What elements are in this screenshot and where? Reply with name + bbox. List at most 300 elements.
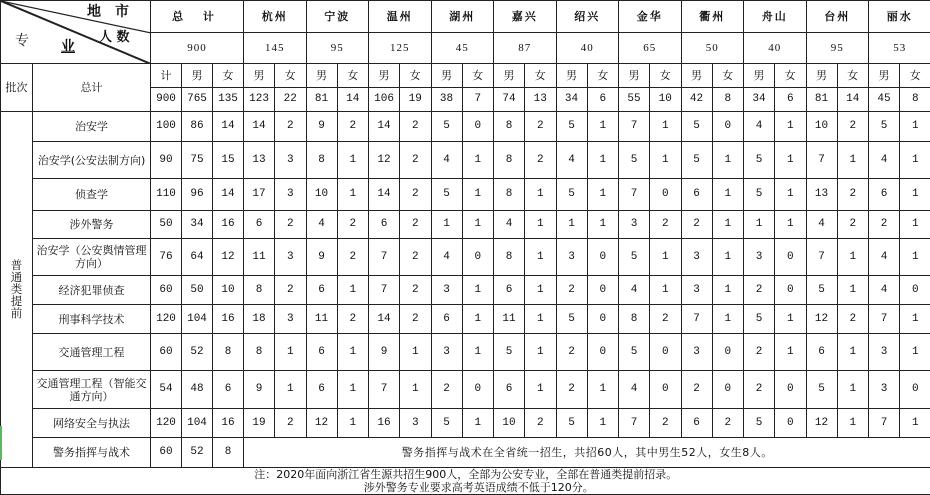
city-male-count: 7 xyxy=(869,409,900,438)
overall-header: 总计 xyxy=(33,64,151,112)
city-female-count: 1 xyxy=(900,409,930,438)
city-male-count: 13 xyxy=(806,179,837,211)
city-female-count: 1 xyxy=(712,239,744,276)
city-male-count: 5 xyxy=(806,371,837,409)
major-name: 治安学 xyxy=(33,112,151,142)
city-male-count: 5 xyxy=(744,305,775,334)
city-male-count: 3 xyxy=(556,239,587,276)
overall-total: 900 xyxy=(151,88,182,112)
city-female-count: 0 xyxy=(712,371,744,409)
city-female-count: 1 xyxy=(337,179,369,211)
city-male-count: 4 xyxy=(494,211,525,239)
city-male-count: 7 xyxy=(806,142,837,179)
major-male: 96 xyxy=(182,179,213,211)
city-header: 丽水 xyxy=(869,1,930,33)
city-male-count: 4 xyxy=(869,276,900,305)
city-female-count: 2 xyxy=(525,142,557,179)
city-female-count: 1 xyxy=(275,371,307,409)
city-female-count: 8 xyxy=(900,88,930,112)
city-female-count: 0 xyxy=(587,305,619,334)
city-female-count: 3 xyxy=(275,305,307,334)
major-female: 8 xyxy=(213,334,244,371)
city-male-count: 3 xyxy=(619,211,650,239)
table-row xyxy=(1,142,930,179)
city-female-count: 1 xyxy=(525,239,557,276)
city-male-count: 8 xyxy=(244,276,275,305)
city-female-count: 0 xyxy=(775,239,807,276)
city-male-count: 2 xyxy=(556,371,587,409)
city-female-count: 1 xyxy=(712,179,744,211)
major-female: 8 xyxy=(213,438,244,468)
city-female-count: 7 xyxy=(462,88,494,112)
city-male-count: 8 xyxy=(494,112,525,142)
city-male-count: 12 xyxy=(806,305,837,334)
region-label: 地 市 xyxy=(87,4,129,20)
city-header: 绍兴 xyxy=(556,1,619,33)
city-male-count: 3 xyxy=(744,239,775,276)
city-male-count: 6 xyxy=(369,211,400,239)
city-male-count: 5 xyxy=(431,179,462,211)
city-female-count: 1 xyxy=(775,112,807,142)
major-name: 侦查学 xyxy=(33,179,151,211)
city-female-count: 1 xyxy=(900,334,930,371)
city-male-count: 106 xyxy=(369,88,400,112)
city-male-count: 11 xyxy=(306,305,337,334)
city-female-count: 2 xyxy=(400,211,432,239)
city-female-count: 2 xyxy=(337,112,369,142)
city-male-count: 10 xyxy=(806,112,837,142)
female-header: 女 xyxy=(900,64,930,88)
city-male-count: 18 xyxy=(244,305,275,334)
major-total: 60 xyxy=(151,276,182,305)
table-row xyxy=(1,371,930,409)
grand-total: 900 xyxy=(151,33,244,64)
female-header: 女 xyxy=(462,64,494,88)
city-female-count: 1 xyxy=(775,334,807,371)
city-female-count: 0 xyxy=(775,371,807,409)
city-female-count: 1 xyxy=(587,179,619,211)
count-label: 人 数 xyxy=(99,30,130,45)
overall-female: 135 xyxy=(213,88,244,112)
city-male-count: 10 xyxy=(306,179,337,211)
female-header: 女 xyxy=(837,64,869,88)
city-male-count: 6 xyxy=(244,211,275,239)
city-male-count: 3 xyxy=(431,276,462,305)
city-male-count: 8 xyxy=(494,142,525,179)
city-male-count: 4 xyxy=(869,142,900,179)
city-male-count: 2 xyxy=(556,334,587,371)
city-female-count: 1 xyxy=(525,334,557,371)
city-female-count: 1 xyxy=(587,371,619,409)
city-male-count: 4 xyxy=(431,239,462,276)
city-male-count: 34 xyxy=(744,88,775,112)
city-male-count: 6 xyxy=(431,305,462,334)
city-male-count: 123 xyxy=(244,88,275,112)
major-name: 刑事科学技术 xyxy=(33,305,151,334)
city-female-count: 1 xyxy=(587,112,619,142)
major-total: 120 xyxy=(151,409,182,438)
city-female-count: 13 xyxy=(525,88,557,112)
city-male-count: 81 xyxy=(306,88,337,112)
major-female: 16 xyxy=(213,305,244,334)
city-female-count: 1 xyxy=(587,409,619,438)
city-male-count: 11 xyxy=(494,305,525,334)
city-male-count: 45 xyxy=(869,88,900,112)
city-female-count: 0 xyxy=(587,276,619,305)
male-header: 男 xyxy=(806,64,837,88)
city-male-count: 7 xyxy=(619,179,650,211)
city-male-count: 2 xyxy=(744,276,775,305)
city-header: 衢州 xyxy=(681,1,744,33)
female-header: 女 xyxy=(213,64,244,88)
city-female-count: 1 xyxy=(775,211,807,239)
major-total: 50 xyxy=(151,211,182,239)
city-female-count: 1 xyxy=(525,179,557,211)
male-header: 男 xyxy=(744,64,775,88)
city-male-count: 8 xyxy=(494,179,525,211)
city-female-count: 1 xyxy=(587,142,619,179)
city-male-count: 3 xyxy=(431,334,462,371)
city-female-count: 2 xyxy=(400,305,432,334)
table-row xyxy=(1,179,930,211)
male-header: 男 xyxy=(869,64,900,88)
city-male-count: 5 xyxy=(556,112,587,142)
city-male-count: 5 xyxy=(431,409,462,438)
city-male-count: 5 xyxy=(744,142,775,179)
city-male-count: 8 xyxy=(306,142,337,179)
city-male-count: 3 xyxy=(869,334,900,371)
city-male-count: 10 xyxy=(494,409,525,438)
city-female-count: 1 xyxy=(587,211,619,239)
major-male: 86 xyxy=(182,112,213,142)
major-male: 64 xyxy=(182,239,213,276)
city-female-count: 2 xyxy=(837,211,869,239)
city-male-count: 14 xyxy=(244,112,275,142)
city-female-count: 14 xyxy=(337,88,369,112)
city-male-count: 5 xyxy=(556,179,587,211)
city-female-count: 6 xyxy=(775,88,807,112)
city-male-count: 6 xyxy=(681,179,712,211)
city-male-count: 8 xyxy=(619,305,650,334)
city-male-count: 9 xyxy=(306,239,337,276)
city-male-count: 9 xyxy=(369,334,400,371)
major-male: 34 xyxy=(182,211,213,239)
city-male-count: 9 xyxy=(306,112,337,142)
city-male-count: 2 xyxy=(869,211,900,239)
city-female-count: 14 xyxy=(837,88,869,112)
major-total: 54 xyxy=(151,371,182,409)
city-male-count: 8 xyxy=(244,334,275,371)
city-male-count: 8 xyxy=(494,239,525,276)
city-male-count: 7 xyxy=(619,112,650,142)
city-female-count: 6 xyxy=(587,88,619,112)
city-male-count: 17 xyxy=(244,179,275,211)
city-female-count: 1 xyxy=(837,371,869,409)
city-female-count: 1 xyxy=(400,334,432,371)
city-female-count: 2 xyxy=(337,239,369,276)
city-female-count: 1 xyxy=(775,142,807,179)
city-male-count: 42 xyxy=(681,88,712,112)
major-male: 75 xyxy=(182,142,213,179)
city-male-count: 3 xyxy=(681,239,712,276)
header-row-cities xyxy=(1,1,930,33)
city-male-count: 5 xyxy=(619,142,650,179)
city-male-count: 7 xyxy=(869,305,900,334)
city-header: 温州 xyxy=(369,1,432,33)
city-male-count: 5 xyxy=(681,112,712,142)
city-male-count: 1 xyxy=(556,211,587,239)
major-male: 104 xyxy=(182,409,213,438)
major-name: 网络安全与执法 xyxy=(33,409,151,438)
major-total: 100 xyxy=(151,112,182,142)
city-female-count: 1 xyxy=(462,305,494,334)
city-female-count: 2 xyxy=(525,409,557,438)
city-male-count: 74 xyxy=(494,88,525,112)
city-male-count: 34 xyxy=(556,88,587,112)
city-male-count: 4 xyxy=(306,211,337,239)
city-female-count: 1 xyxy=(837,334,869,371)
city-female-count: 3 xyxy=(275,239,307,276)
major-name: 交通管理工程 xyxy=(33,334,151,371)
city-female-count: 1 xyxy=(650,142,682,179)
city-female-count: 1 xyxy=(712,305,744,334)
city-male-count: 19 xyxy=(244,409,275,438)
city-female-count: 1 xyxy=(462,179,494,211)
city-male-count: 14 xyxy=(369,305,400,334)
note-line-2: 涉外警务专业要求高考英语成绩不低于120分。 xyxy=(363,481,594,494)
city-male-count: 5 xyxy=(494,334,525,371)
major-female: 6 xyxy=(213,371,244,409)
city-female-count: 0 xyxy=(712,112,744,142)
major-label-part2: 业 xyxy=(61,39,75,55)
major-name: 经济犯罪侦查 xyxy=(33,276,151,305)
city-female-count: 1 xyxy=(275,334,307,371)
city-total: 95 xyxy=(306,33,369,64)
city-male-count: 7 xyxy=(369,371,400,409)
city-male-count: 5 xyxy=(869,112,900,142)
city-female-count: 1 xyxy=(775,179,807,211)
female-header: 女 xyxy=(400,64,432,88)
city-female-count: 0 xyxy=(462,239,494,276)
city-female-count: 1 xyxy=(337,334,369,371)
major-name: 治安学（公安舆情管理方向） xyxy=(33,239,151,276)
major-male: 48 xyxy=(182,371,213,409)
city-female-count: 1 xyxy=(337,142,369,179)
city-male-count: 12 xyxy=(369,142,400,179)
city-male-count: 6 xyxy=(494,276,525,305)
corner-diagonal-header xyxy=(1,1,151,64)
city-female-count: 2 xyxy=(400,142,432,179)
city-male-count: 5 xyxy=(431,112,462,142)
city-male-count: 55 xyxy=(619,88,650,112)
city-female-count: 1 xyxy=(900,179,930,211)
city-female-count: 1 xyxy=(712,211,744,239)
total-header: 总 计 xyxy=(151,1,244,33)
city-male-count: 5 xyxy=(556,409,587,438)
city-female-count: 2 xyxy=(337,211,369,239)
male-header: 男 xyxy=(619,64,650,88)
city-total: 145 xyxy=(244,33,307,64)
city-male-count: 6 xyxy=(869,179,900,211)
city-female-count: 0 xyxy=(900,276,930,305)
city-male-count: 2 xyxy=(556,276,587,305)
city-female-count: 1 xyxy=(462,142,494,179)
female-header: 女 xyxy=(775,64,807,88)
city-female-count: 1 xyxy=(900,112,930,142)
city-header: 舟山 xyxy=(744,1,807,33)
male-header: 男 xyxy=(494,64,525,88)
city-female-count: 1 xyxy=(837,239,869,276)
batch-name: 普通类提前 xyxy=(10,258,23,320)
city-male-count: 5 xyxy=(681,142,712,179)
city-male-count: 4 xyxy=(619,371,650,409)
city-female-count: 1 xyxy=(462,276,494,305)
city-female-count: 0 xyxy=(775,409,807,438)
city-male-count: 5 xyxy=(744,179,775,211)
female-header: 女 xyxy=(650,64,682,88)
city-total: 65 xyxy=(619,33,682,64)
header-row-gender xyxy=(1,64,930,88)
city-header: 台州 xyxy=(806,1,869,33)
city-male-count: 16 xyxy=(369,409,400,438)
table-row xyxy=(1,112,930,142)
city-female-count: 10 xyxy=(650,88,682,112)
city-female-count: 2 xyxy=(400,276,432,305)
city-female-count: 8 xyxy=(712,88,744,112)
city-female-count: 2 xyxy=(275,211,307,239)
special-row-note: 警务指挥与战术在全省统一招生，共招60人，其中男生52人，女生8人。 xyxy=(244,438,930,468)
major-label-part1: 专 xyxy=(15,33,29,49)
city-female-count: 1 xyxy=(837,276,869,305)
city-male-count: 14 xyxy=(369,112,400,142)
city-male-count: 4 xyxy=(744,112,775,142)
city-female-count: 19 xyxy=(400,88,432,112)
male-header: 男 xyxy=(182,64,213,88)
major-total: 110 xyxy=(151,179,182,211)
city-header: 嘉兴 xyxy=(494,1,557,33)
table-row xyxy=(1,239,930,276)
major-female: 14 xyxy=(213,112,244,142)
city-female-count: 0 xyxy=(650,334,682,371)
city-male-count: 1 xyxy=(431,211,462,239)
city-female-count: 1 xyxy=(900,211,930,239)
batch-cell xyxy=(1,112,33,468)
city-male-count: 1 xyxy=(744,211,775,239)
city-female-count: 1 xyxy=(525,211,557,239)
city-female-count: 3 xyxy=(400,409,432,438)
city-male-count: 6 xyxy=(494,371,525,409)
city-female-count: 2 xyxy=(650,305,682,334)
city-male-count: 7 xyxy=(619,409,650,438)
city-male-count: 7 xyxy=(369,276,400,305)
city-male-count: 2 xyxy=(681,211,712,239)
city-female-count: 2 xyxy=(400,239,432,276)
city-female-count: 0 xyxy=(587,239,619,276)
city-male-count: 12 xyxy=(306,409,337,438)
table-row xyxy=(1,409,930,438)
major-female: 16 xyxy=(213,211,244,239)
major-total: 60 xyxy=(151,334,182,371)
city-female-count: 1 xyxy=(775,305,807,334)
city-header: 杭州 xyxy=(244,1,307,33)
table-row xyxy=(1,211,930,239)
city-total: 53 xyxy=(869,33,930,64)
city-female-count: 2 xyxy=(275,112,307,142)
city-female-count: 2 xyxy=(837,179,869,211)
city-total: 95 xyxy=(806,33,869,64)
city-female-count: 1 xyxy=(712,142,744,179)
city-male-count: 2 xyxy=(744,371,775,409)
city-male-count: 4 xyxy=(619,276,650,305)
city-female-count: 2 xyxy=(400,112,432,142)
city-male-count: 4 xyxy=(431,142,462,179)
female-header: 女 xyxy=(712,64,744,88)
city-female-count: 0 xyxy=(775,276,807,305)
table-row xyxy=(1,334,930,371)
selection-marker xyxy=(0,426,2,460)
city-female-count: 1 xyxy=(337,409,369,438)
city-male-count: 9 xyxy=(244,371,275,409)
city-female-count: 3 xyxy=(275,142,307,179)
city-male-count: 11 xyxy=(244,239,275,276)
city-female-count: 2 xyxy=(837,112,869,142)
female-header: 女 xyxy=(525,64,557,88)
major-female: 14 xyxy=(213,179,244,211)
city-total: 87 xyxy=(494,33,557,64)
city-total: 125 xyxy=(369,33,432,64)
city-female-count: 1 xyxy=(900,239,930,276)
city-male-count: 7 xyxy=(369,239,400,276)
city-female-count: 22 xyxy=(275,88,307,112)
city-female-count: 1 xyxy=(400,371,432,409)
female-header: 女 xyxy=(275,64,307,88)
city-female-count: 1 xyxy=(837,409,869,438)
city-female-count: 2 xyxy=(337,305,369,334)
city-header: 宁波 xyxy=(306,1,369,33)
city-male-count: 5 xyxy=(744,409,775,438)
city-male-count: 5 xyxy=(556,305,587,334)
city-male-count: 5 xyxy=(619,334,650,371)
male-header: 男 xyxy=(431,64,462,88)
city-female-count: 2 xyxy=(712,409,744,438)
male-header: 男 xyxy=(681,64,712,88)
batch-header: 批次 xyxy=(1,64,33,112)
city-male-count: 14 xyxy=(369,179,400,211)
city-female-count: 1 xyxy=(900,305,930,334)
city-female-count: 0 xyxy=(650,371,682,409)
male-header: 男 xyxy=(556,64,587,88)
city-female-count: 0 xyxy=(712,334,744,371)
city-female-count: 2 xyxy=(650,211,682,239)
overall-male: 765 xyxy=(182,88,213,112)
female-header: 女 xyxy=(587,64,619,88)
major-name: 交通管理工程（智能交通方向） xyxy=(33,371,151,409)
city-male-count: 5 xyxy=(806,276,837,305)
city-male-count: 3 xyxy=(869,371,900,409)
major-male: 52 xyxy=(182,438,213,468)
city-male-count: 6 xyxy=(806,334,837,371)
major-female: 15 xyxy=(213,142,244,179)
major-name: 警务指挥与战术 xyxy=(33,438,151,468)
major-female: 10 xyxy=(213,276,244,305)
major-total: 60 xyxy=(151,438,182,468)
city-female-count: 1 xyxy=(650,112,682,142)
city-male-count: 7 xyxy=(681,305,712,334)
city-header: 金华 xyxy=(619,1,682,33)
city-male-count: 4 xyxy=(806,211,837,239)
major-male: 104 xyxy=(182,305,213,334)
note-line-1: 注：2020年面向浙江省生源共招生900人，全部为公安专业，全部在普通类提前招录。 xyxy=(254,468,678,481)
